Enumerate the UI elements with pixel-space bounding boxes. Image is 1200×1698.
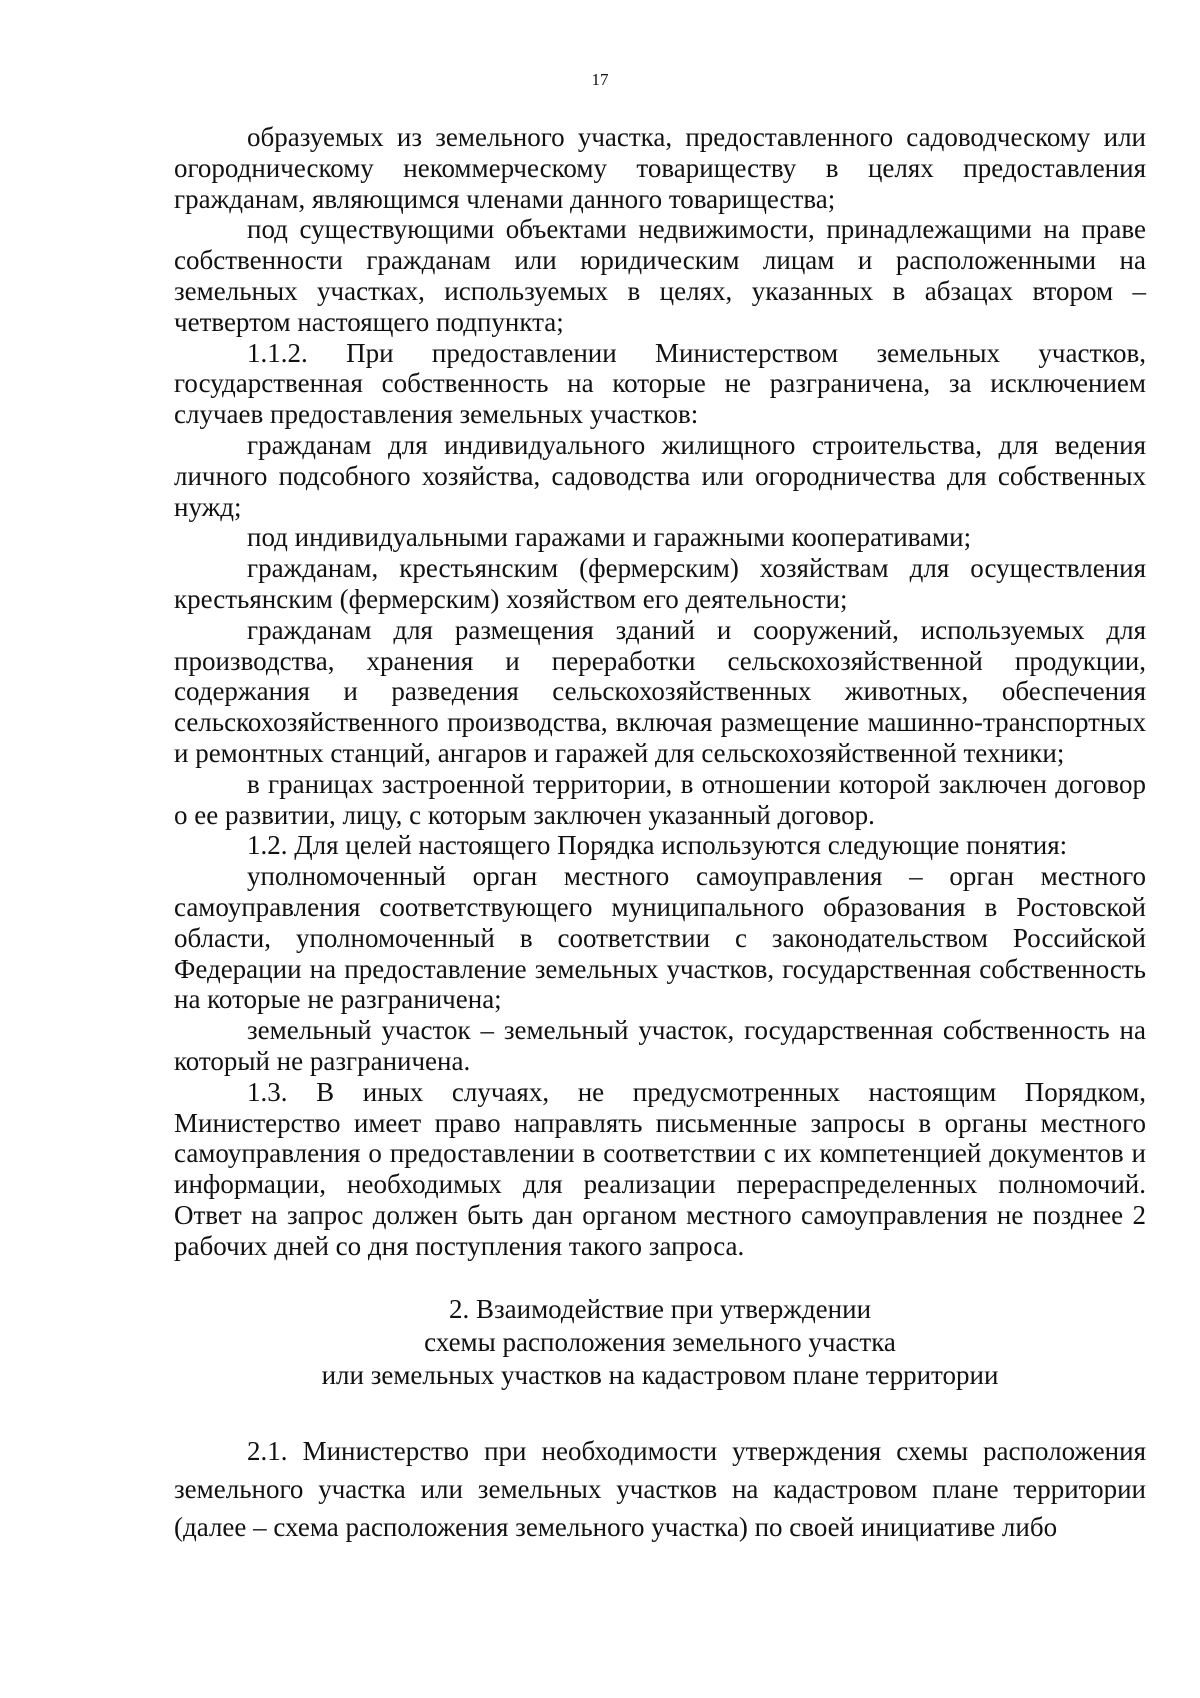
paragraph: под индивидуальными гаражами и гаражными кооперативами; xyxy=(247,522,972,553)
paragraph: 1.3. В иных случаях, не предусмотренных настоящим Порядком, Министерство имеет право направлять письменные запросы в органы местного самоуправления о предоставлении в соответствии с их компетенцией документов и информации, необходимых для реализации перераспределенных полномочий. Ответ на запрос должен быть дан органом местного самоуправления не позднее 2 рабочих дней со дня поступления такого запроса. xyxy=(174,1076,1146,1261)
paragraph: земельный участок – земельный участок, государственная собственность на который не разграничена. xyxy=(174,1015,1146,1076)
section-heading-line: или земельных участков на кадастровом плане территории xyxy=(321,1360,999,1391)
section-body xyxy=(174,1432,1146,1546)
paragraph: 2.1. Министерство при необходимости утверждения схемы расположения земельного участка или земельных участков на кадастровом плане территории (далее – схема расположения земельного участка) по своей инициативе либо xyxy=(174,1436,1146,1543)
paragraph: гражданам для размещения зданий и сооружений, используемых для производства, хранения и переработки сельскохозяйственной продукции, содержания и разведения сельскохозяйственных животных, обеспечения сельскохозяйственного производства, включая размещение машинно-транспортных и ремонтных станций, ангаров и гаражей для сельскохозяйственной техники; xyxy=(174,614,1146,768)
paragraph: в границах застроенной территории, в отношении которой заключен договор о ее развитии, лицу, с которым заключен указанный договор. xyxy=(174,768,1146,830)
paragraph: 1.2. Для целей настоящего Порядка используются следующие понятия: xyxy=(247,830,1068,861)
section-heading-line: схемы расположения земельного участка xyxy=(424,1327,896,1358)
document-body xyxy=(174,122,1146,1546)
page-number: 17 xyxy=(591,70,609,89)
paragraph: гражданам для индивидуального жилищного строительства, для ведения личного подсобного хозяйства, садоводства или огородничества для собственных нужд; xyxy=(174,429,1146,522)
paragraph: образуемых из земельного участка, предоставленного садоводческому или огородническому некоммерческому товариществу в целях предоставления гражданам, являющимся членами данного товарищества; xyxy=(174,122,1146,214)
section-heading xyxy=(174,1293,1146,1392)
paragraph: уполномоченный орган местного самоуправления – орган местного самоуправления соответствующего муниципального образования в Ростовской области, уполномоченный в соответствии с законодательством Российской Федерации на предоставление земельных участков, государственная собственность на которые не разграничена; xyxy=(174,861,1146,1015)
paragraph: 1.1.2. При предоставлении Министерством земельных участков, государственная собственность на которые не разграничена, за исключением случаев предоставления земельных участков: xyxy=(174,337,1146,430)
paragraph: под существующими объектами недвижимости, принадлежащими на праве собственности гражданам или юридическим лицам и расположенными на земельных участках, используемых в целях, указанных в абзацах втором – четвертом настоящего подпункта; xyxy=(174,214,1146,337)
paragraph: гражданам, крестьянским (фермерским) хозяйствам для осуществления крестьянским (фермерским) хозяйством его деятельности; xyxy=(174,553,1146,614)
section-heading-line: 2. Взаимодействие при утверждении xyxy=(448,1294,872,1325)
